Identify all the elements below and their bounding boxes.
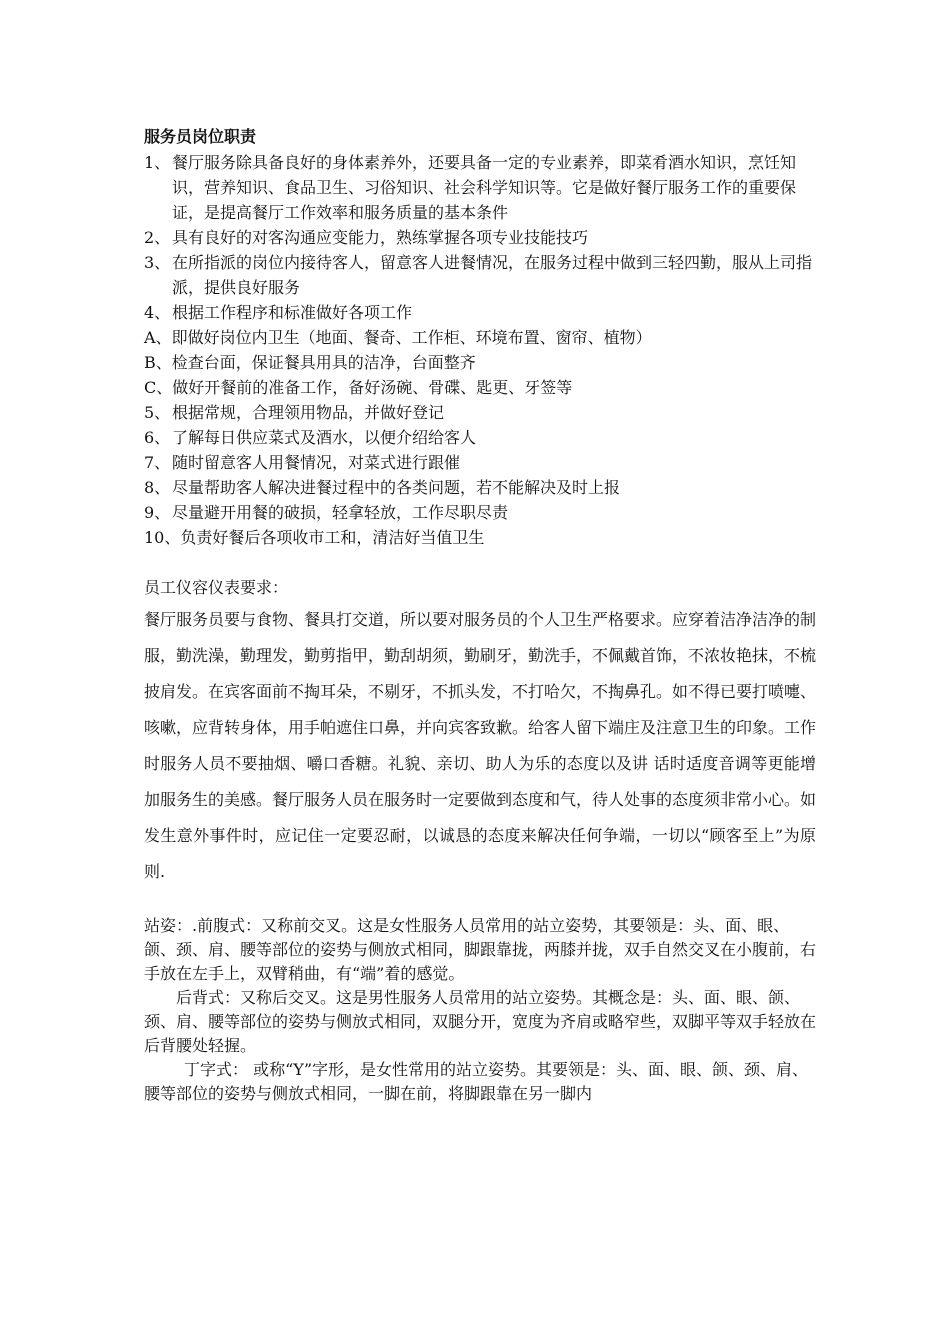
- duty-item: [144, 325, 816, 350]
- duty-text: 随时留意客人用餐情况，对菜式进行跟催: [172, 453, 461, 472]
- duty-item: [144, 225, 816, 250]
- spacer: [144, 550, 816, 574]
- duty-number: 10、: [144, 528, 181, 547]
- duty-number: 7、: [144, 453, 171, 472]
- duty-number: 2、: [144, 228, 171, 247]
- duty-text: 尽量避开用餐的破损，轻拿轻放，工作尽职尽责: [172, 503, 509, 522]
- duty-item: [144, 250, 816, 300]
- duty-number: 9、: [144, 503, 171, 522]
- appearance-paragraph: 餐厅服务员要与食物、餐具打交道，所以要对服务员的个人卫生严格要求。应穿着洁净洁净的制服，勤洗澡，勤理发，勤剪指甲，勤刮胡须，勤刷牙，勤洗手，不佩戴首饰，不浓妆艳抹，不梳披肩发。在宾客面前不掏耳朵，不剔牙，不抓头发，不打哈欠，不掏鼻孔。如不得已要打喷嚏、咳嗽，应背转身体，用手帕遮住口鼻，并向宾客致歉。给客人留下端庄及注意卫生的印象。工作时服务人员不要抽烟、嚼口香糖。礼貌、亲切、助人为乐的态度以及讲 话时适度音调等更能增加服务生的美感。餐厅服务人员在服务时一定要做到态度和气，待人处事的态度须非常小心。如发生意外事件时，应记住一定要忍耐，以诚恳的态度来解决任何争端，一切以“顾客至上”为原则.: [144, 610, 817, 881]
- duty-number: 4、: [144, 303, 171, 322]
- duty-item: [144, 400, 816, 425]
- duty-text: 负责好餐后各项收市工和，清洁好当值卫生: [180, 528, 485, 547]
- document-page: [144, 124, 816, 1106]
- stance-paragraph-t-shape: 丁字式： 或称“Y”字形，是女性常用的站立姿势。其要领是：头、面、眼、颌、颈、肩、腰等部位的姿势与侧放式相同，一脚在前，将脚跟靠在另一脚内: [144, 1060, 809, 1103]
- duty-item: [144, 350, 816, 375]
- duty-number: A、: [144, 328, 172, 347]
- duty-number: C、: [144, 378, 173, 397]
- duty-number: 5、: [144, 403, 171, 422]
- duty-number: 3、: [144, 253, 171, 272]
- duties-list: [144, 150, 816, 550]
- duty-text: 根据工作程序和标准做好各项工作: [172, 303, 413, 322]
- document-title: 服务员岗位职责: [144, 127, 257, 146]
- duty-text: 做好开餐前的准备工作，备好汤碗、骨碟、匙更、牙签等: [172, 378, 573, 397]
- duty-text: 在所指派的岗位内接待客人，留意客人进餐情况，在服务过程中做到三轻四勤，服从上司指派，提供良好服务: [172, 253, 813, 297]
- duty-number: B、: [144, 353, 172, 372]
- duty-item: [144, 525, 816, 550]
- duty-item: [144, 150, 816, 225]
- stance-paragraph-back: 后背式：又称后交叉。这是男性服务人员常用的站立姿势。其概念是：头、面、眼、颌、颈、肩、腰等部位的姿势与侧放式相同，双腿分开，宽度为齐肩或略窄些，双脚平等双手轻放在后背腰处轻握。: [144, 988, 817, 1055]
- spacer: [144, 890, 816, 914]
- duty-number: 8、: [144, 478, 171, 497]
- appearance-heading: 员工仪容仪表要求：: [144, 578, 289, 597]
- duty-text: 检查台面，保证餐具用具的洁净，台面整齐: [171, 353, 476, 372]
- duty-text: 尽量帮助客人解决进餐过程中的各类问题，若不能解决及时上报: [172, 478, 621, 497]
- duty-text: 餐厅服务除具备良好的身体素养外，还要具备一定的专业素养，即菜肴酒水知识，烹饪知识，营养知识、食品卫生、习俗知识、社会科学知识等。它是做好餐厅服务工作的重要保证，是提高餐厅工作效率和服务质量的基本条件: [172, 153, 797, 222]
- duty-item: [144, 475, 816, 500]
- duty-text: 了解每日供应菜式及酒水，以便介绍给客人: [172, 428, 477, 447]
- duty-text: 具有良好的对客沟通应变能力，熟练掌握各项专业技能技巧: [172, 228, 589, 247]
- duty-item: [144, 450, 816, 475]
- duty-item: [144, 425, 816, 450]
- stance-paragraph-front: 站姿：.前腹式：又称前交叉。这是女性服务人员常用的站立姿势，其要领是：头、面、眼、颌、颈、肩、腰等部位的姿势与侧放式相同，脚跟靠拢，两膝并拢，双手自然交叉在小腹前，右手放在左手上，双臂稍曲，有“端”着的感觉。: [144, 916, 817, 983]
- duty-item: [144, 375, 816, 400]
- duty-number: 1、: [144, 153, 171, 172]
- duty-item: [144, 300, 816, 325]
- duty-text: 根据常规，合理领用物品，并做好登记: [172, 403, 445, 422]
- duty-item: [144, 500, 816, 525]
- duty-text: 即做好岗位内卫生（地面、餐奇、工作柜、环境布置、窗帘、植物）: [171, 328, 652, 347]
- duty-number: 6、: [144, 428, 171, 447]
